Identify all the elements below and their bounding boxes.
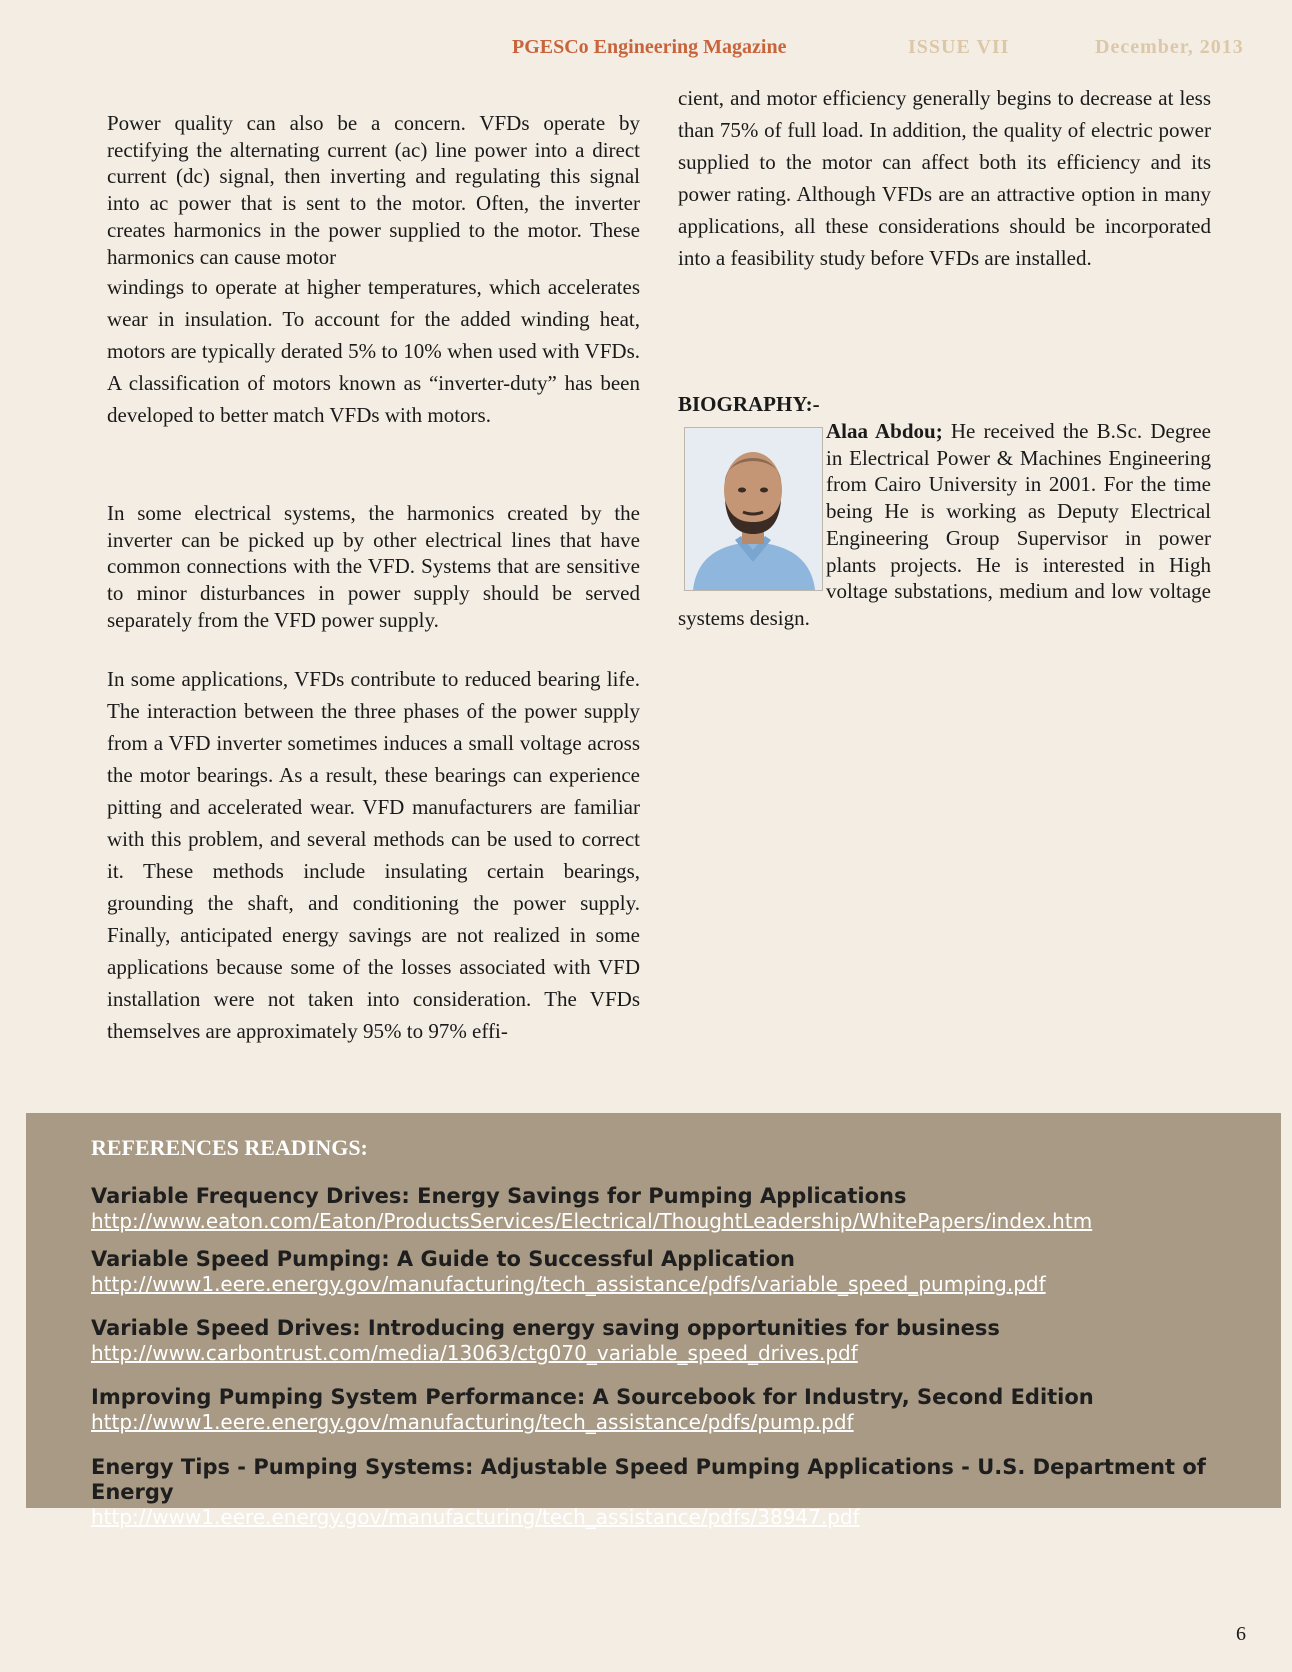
paragraph-motor-windings: windings to operate at higher temperatures, which accelerates wear in insulation. To account for the added winding heat, motors are typically derated 5% to 10% when used with VFDs. A classification of motors known as “inverter-duty” has been developed to better match VFDs with motors. xyxy=(107,275,640,427)
paragraph-electrical-systems: In some electrical systems, the harmonics created by the inverter can be picked up by other electrical lines that have common connections with the VFD. Systems that are sensitive to minor disturbances in power supply should be served separately from the VFD power supply. xyxy=(107,501,640,632)
paragraph-motor-efficiency: cient, and motor efficiency generally begins to decrease at less than 75% of full load. In addition, the quality of electric power supplied to the motor can affect both its efficiency and its power rating. Although VFDs are an attractive option in many applications, all these considerations should be incorporated into a feasibility study before VFDs are installed. xyxy=(678,86,1211,270)
reference-title: Variable Speed Pumping: A Guide to Successful Application xyxy=(91,1247,795,1271)
references-box xyxy=(26,1113,1281,1529)
biography-heading: BIOGRAPHY:- xyxy=(678,392,820,416)
reference-item xyxy=(91,1184,1221,1233)
reference-link[interactable]: http://www1.eere.energy.gov/manufacturing/tech_assistance/pdfs/variable_speed_pumping.pdf xyxy=(91,1272,1046,1296)
reference-link[interactable]: http://www1.eere.energy.gov/manufacturing/tech_assistance/pdfs/pump.pdf xyxy=(91,1410,854,1434)
reference-link[interactable]: http://www.eaton.com/Eaton/ProductsServices/Electrical/ThoughtLeadership/WhitePapers/index.htm xyxy=(91,1209,1093,1233)
biography-text xyxy=(678,418,1211,632)
references-heading: REFERENCES READINGS: xyxy=(91,1135,368,1160)
page-number: 6 xyxy=(1236,1623,1246,1645)
paragraph-bearing-life: In some applications, VFDs contribute to reduced bearing life. The interaction between the three phases of the power supply from a VFD inverter sometimes induces a small voltage across the motor bearings. As a result, these bearings can experience pitting and accelerated wear. VFD manufacturers are familiar with this problem, and several methods can be used to correct it. These methods include insulating certain bearings, grounding the shaft, and conditioning the power supply. Finally, anticipated energy savings are not realized in some applications because some of the losses associated with VFD installation were not taken into consideration. The VFDs themselves are approximately 95% to 97% effi- xyxy=(107,667,640,1043)
issue-label: ISSUE VII xyxy=(908,36,1010,58)
reference-link[interactable]: http://www.carbontrust.com/media/13063/ctg070_variable_speed_drives.pdf xyxy=(91,1341,858,1365)
author-name: Alaa Abdou; xyxy=(826,419,943,443)
reference-title: Variable Frequency Drives: Energy Savings for Pumping Applications xyxy=(91,1184,907,1208)
reference-item xyxy=(91,1455,1221,1529)
reference-link[interactable]: http://www1.eere.energy.gov/manufacturing/tech_assistance/pdfs/38947.pdf xyxy=(91,1505,860,1529)
paragraph-power-quality: Power quality can also be a concern. VFDs operate by rectifying the alternating current (ac) line power into a direct current (dc) signal, then inverting and regulating this signal into ac power that is sent to the motor. Often, the inverter creates harmonics in the power supplied to the motor. These harmonics can cause motor xyxy=(107,111,640,269)
biography-body: He received the B.Sc. Degree in Electrical Power & Machines Engineering from Cairo University in 2001. For the time being He is working as Deputy Electrical Engineering Group Supervisor in power plants projects. He is interested in High voltage substations, medium and low voltage systems design. xyxy=(678,419,1211,630)
magazine-title: PGESCo Engineering Magazine xyxy=(512,36,787,58)
reference-item xyxy=(91,1247,1221,1296)
reference-item xyxy=(91,1316,1221,1365)
reference-title: Energy Tips - Pumping Systems: Adjustable Speed Pumping Applications - U.S. Department of Energy xyxy=(91,1455,1206,1504)
issue-date: December, 2013 xyxy=(1095,36,1244,58)
reference-title: Improving Pumping System Performance: A Sourcebook for Industry, Second Edition xyxy=(91,1385,1094,1409)
reference-title: Variable Speed Drives: Introducing energy saving opportunities for business xyxy=(91,1316,1000,1340)
reference-item xyxy=(91,1385,1221,1434)
